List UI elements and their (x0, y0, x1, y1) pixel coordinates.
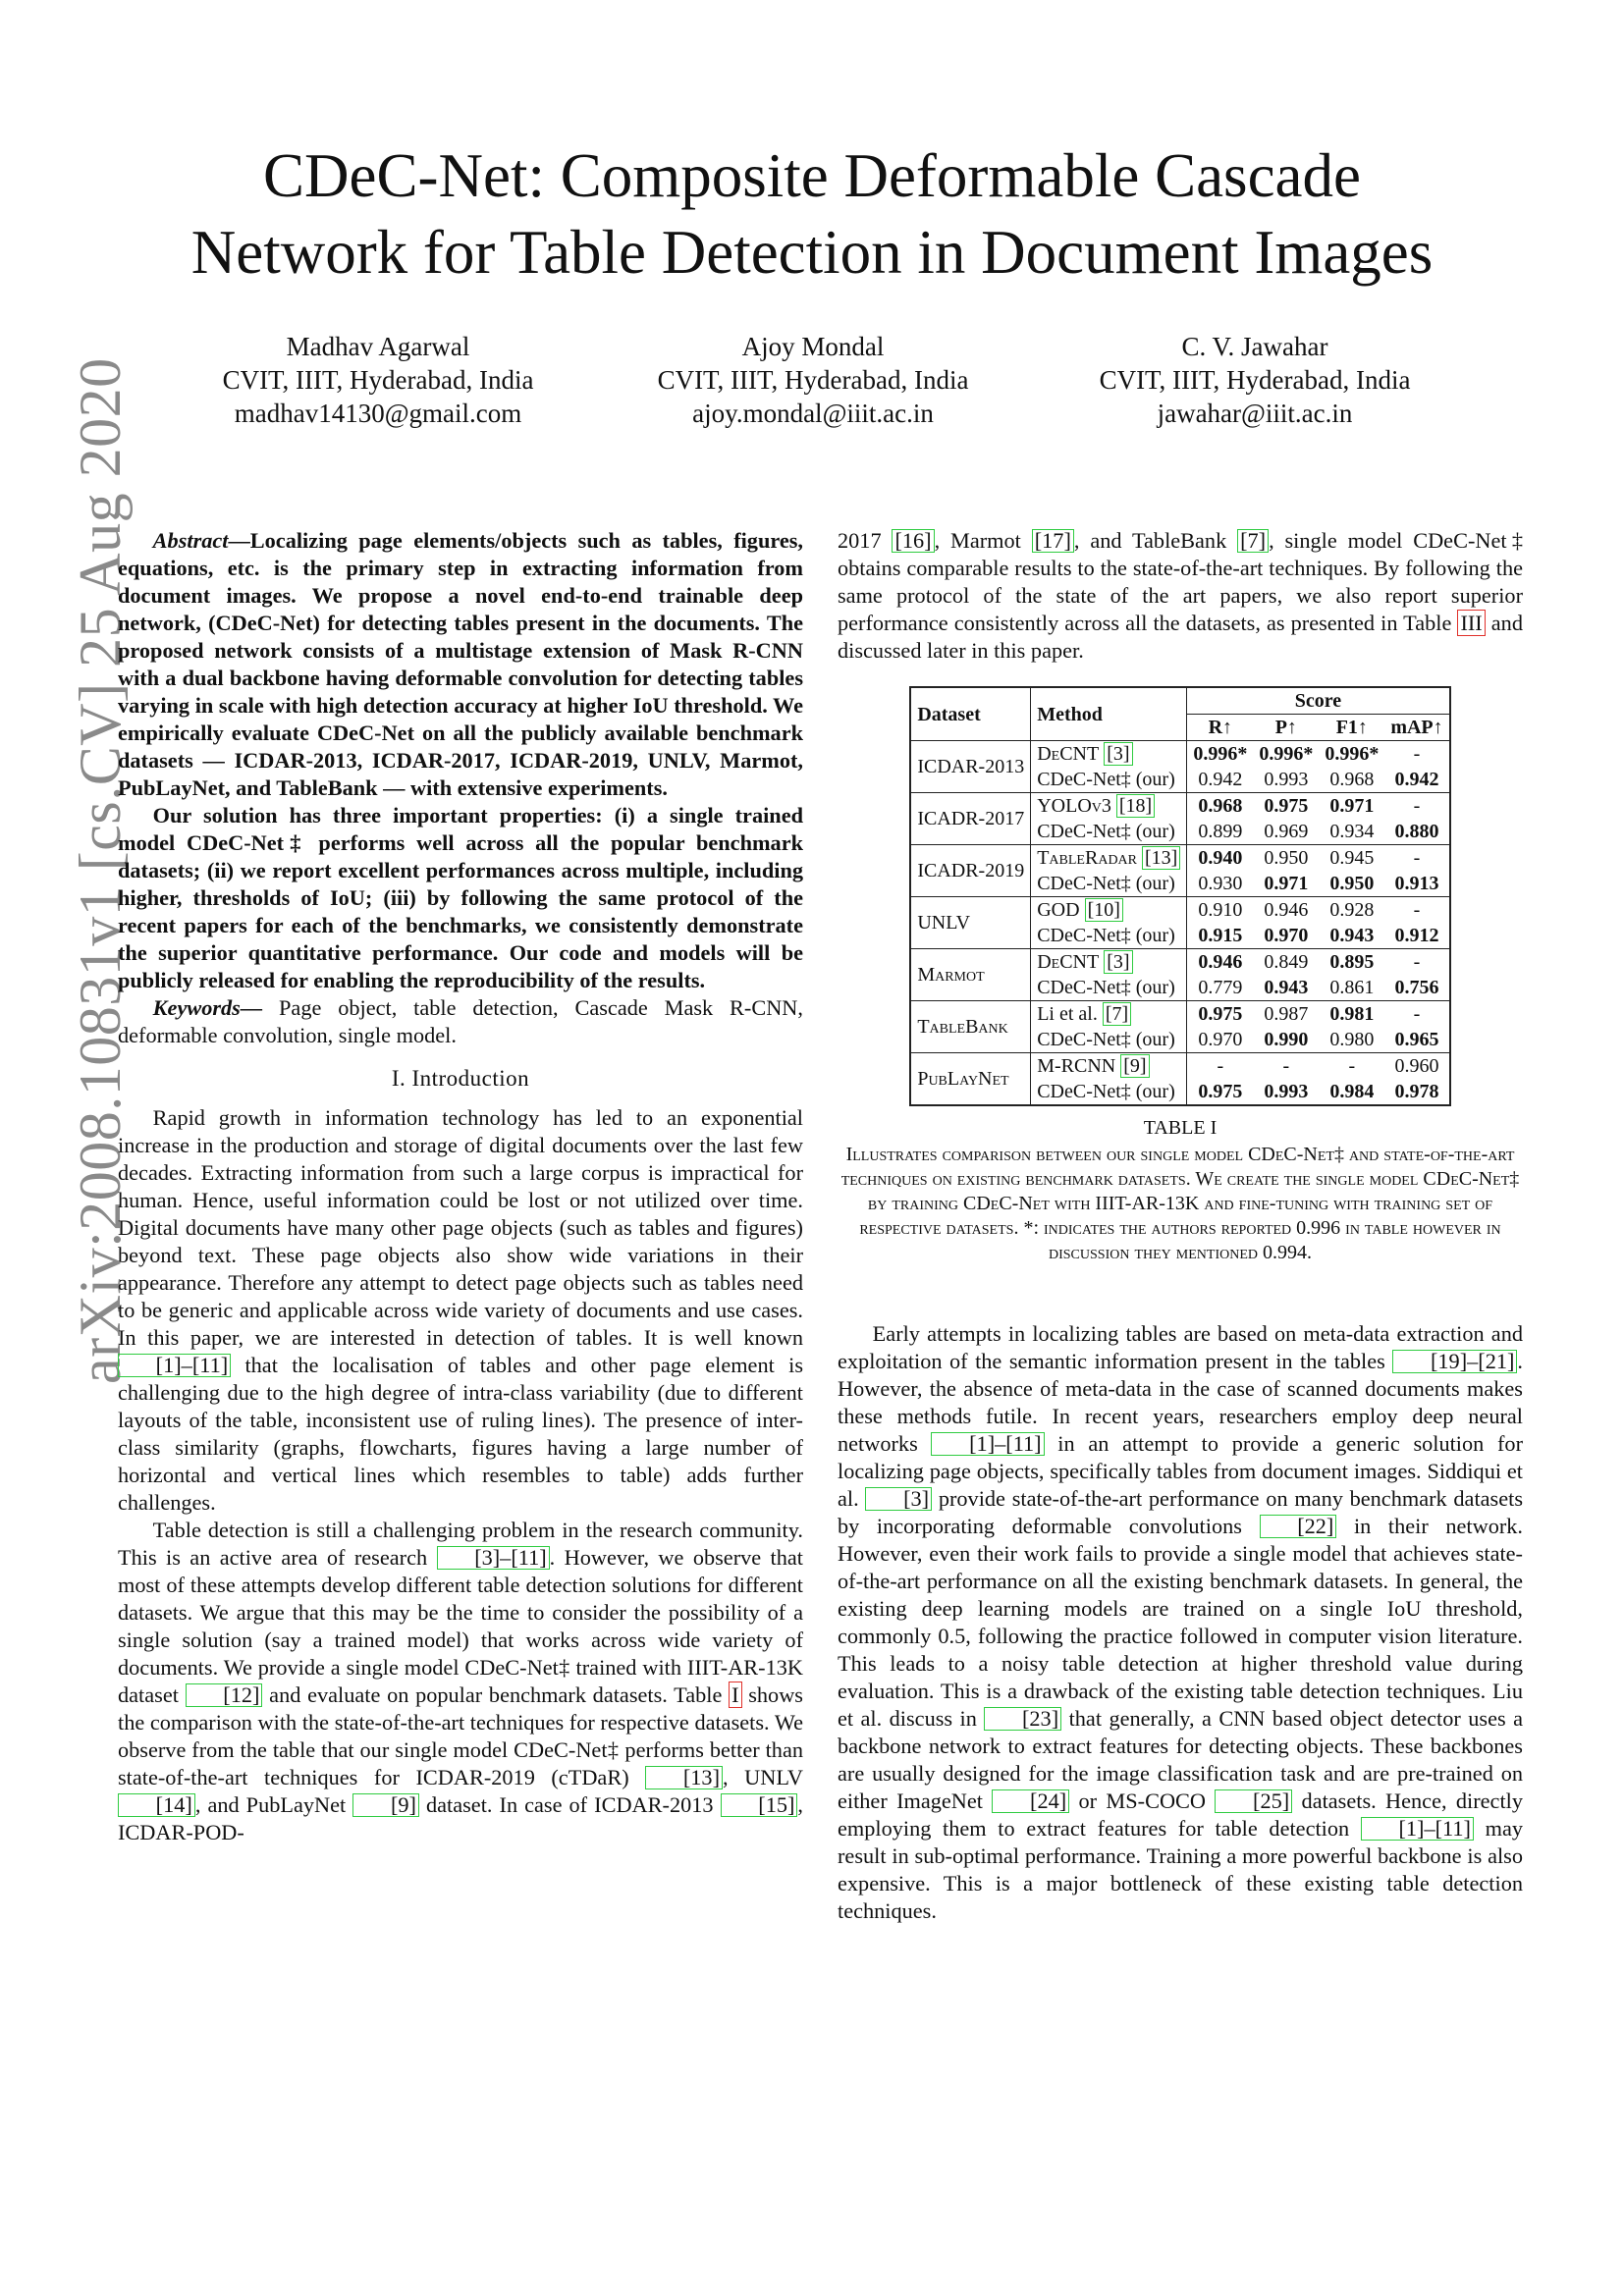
cell-method (1031, 741, 1187, 768)
author-2 (607, 330, 1019, 430)
cell-map: 0.880 (1384, 819, 1449, 845)
table-row (910, 897, 1449, 924)
cell-map: - (1384, 845, 1449, 872)
keywords (118, 994, 803, 1049)
cell-map: 0.913 (1384, 871, 1449, 897)
citation-link[interactable]: [18] (1116, 794, 1155, 818)
body-text: in an attempt to provide a generic solution for localizing page objects, specifically tables from document images. Siddiqui et al. (838, 1431, 1523, 1511)
cell-map: 0.960 (1384, 1053, 1449, 1080)
cell-map: 0.912 (1384, 923, 1449, 949)
citation-link[interactable]: [1]–[11] (931, 1432, 1044, 1456)
cell-p: 0.943 (1253, 975, 1319, 1001)
table-row (910, 949, 1449, 976)
cell-p: 0.950 (1264, 847, 1309, 869)
cell-p: 0.993 (1253, 767, 1319, 793)
cell-p: 0.993 (1253, 1079, 1319, 1105)
cell-r: 0.899 (1187, 819, 1254, 845)
author-email: jawahar@iiit.ac.in (1157, 399, 1353, 428)
abstract-lead: Abstract (152, 528, 229, 553)
table-header-map: mAP↑ (1384, 715, 1449, 741)
body-text: or MS-COCO (1069, 1789, 1216, 1813)
cell-r: 0.968 (1187, 793, 1254, 820)
citation-link[interactable]: [12] (186, 1683, 263, 1707)
citation-link[interactable]: [17] (1032, 529, 1074, 553)
table-header-r: R↑ (1187, 715, 1254, 741)
table-row (910, 845, 1449, 872)
cell-method: CDeC-Net‡ (our) (1031, 767, 1187, 793)
body-text: and discussed later in this paper. (838, 611, 1523, 663)
cell-f1: 0.928 (1329, 899, 1375, 921)
cell-f1: 0.950 (1319, 871, 1384, 897)
cell-map: 0.756 (1384, 975, 1449, 1001)
body-text: in their network. However, even their work fails to provide a single model that achieves state-of-the-art performance on all the existing benchmark datasets. In general, the existing deep learning models are trained on a single IoU threshold, commonly 0.5, following the practice followed in computer vision literature. This leads to a noisy table detection at higher threshold value during evaluation. This is a drawback of the existing table detection techniques. Liu et al. discuss in (838, 1514, 1523, 1731)
abstract-text-1: —Localizing page elements/objects such as tables, figures, equations, etc. is the primary step in extracting information from document images. We propose a novel end-to-end trainable deep network, (CDeC-Net) for detecting tables present in the documents. The proposed network consists of a multistage extension of Mask R-CNN with a dual backbone having deformable convolution for detecting tables varying in scale with high detection accuracy at higher IoU threshold. We empirically evaluate CDeC-Net on all the publicly available benchmark datasets — ICDAR-2013, ICDAR-2017, ICDAR-2019, UNLV, Marmot, PubLayNet, and TableBank — with extensive experiments. (118, 528, 803, 800)
results-table (909, 686, 1450, 1106)
cell-r: 0.942 (1187, 767, 1254, 793)
author-name: Madhav Agarwal (286, 332, 470, 361)
cell-f1: 0.895 (1329, 951, 1375, 973)
author-affiliation: CVIT, IIIT, Hyderabad, India (222, 365, 534, 395)
cell-f1: 0.981 (1329, 1003, 1375, 1025)
cell-r: 0.970 (1187, 1027, 1254, 1053)
abstract-paragraph-2 (118, 802, 803, 994)
table-link[interactable]: I (729, 1682, 741, 1708)
body-text: that generally, a CNN based object detector uses a backbone network to extract features for detecting objects. These backbones are usually designed for the image classification task and are pre-trained on either ImageNet (838, 1706, 1523, 1813)
method-name: TableRadar (1037, 847, 1137, 869)
cell-f1: 0.861 (1319, 975, 1384, 1001)
cell-r: 0.940 (1187, 845, 1254, 872)
citation-link[interactable]: [1]–[11] (118, 1354, 231, 1377)
citation-link[interactable]: [19]–[21] (1392, 1350, 1517, 1373)
cell-method (1031, 1001, 1187, 1028)
cell-r: 0.996* (1187, 741, 1254, 768)
cell-map: - (1384, 741, 1449, 768)
cell-p: 0.849 (1264, 951, 1309, 973)
citation-link[interactable]: [1]–[11] (1361, 1817, 1474, 1841)
cell-f1: 0.984 (1319, 1079, 1384, 1105)
cell-method (1031, 1053, 1187, 1080)
intro-text: and evaluate on popular benchmark datasets. Table (262, 1682, 730, 1707)
method-name: DeCNT (1037, 743, 1100, 765)
intro-text: Rapid growth in information technology has led to an exponential increase in the production and storage of digital documents over the last few decades. Extracting information from such a large corpus is impractical for human. Hence, useful information could be lost or not utilized over time. Digital documents have many other page objects (such as tables and figures) beyond text. These page objects also show wide variations in their appearance. Therefore any attempt to detect page objects such as tables need to be generic and applicable across wide variety of documents and use cases. In this paper, we are interested in detection of tables. It is well known (118, 1105, 803, 1350)
intro-text: shows the comparison with the state-of-the-art techniques for respective datasets. We observe from the table that our single model CDeC-Net‡ performs better than state-of-the-art techniques for ICDAR-2019 (cTDaR) (118, 1682, 803, 1789)
cell-dataset: UNLV (910, 897, 1030, 949)
intro-text: dataset. In case of ICDAR-2013 (418, 1792, 721, 1817)
body-text: datasets. Hence, directly employing them to extract features for table detection (838, 1789, 1523, 1841)
title-line-2: Network for Table Detection in Document Images (190, 218, 1434, 287)
citation-link[interactable]: [9] (1120, 1054, 1149, 1078)
cell-r: 0.930 (1187, 871, 1254, 897)
intro-text: that the localisation of tables and other page element is challenging due to the high degree of intra-class variability (due to different layouts of the table, inconsistent use of ruling lines). The presence of inter-class similarity (graphs, flowcharts, figures having a large number of horizontal and vertical lines which resembles to table) adds further challenges. (118, 1353, 803, 1515)
author-3 (1049, 330, 1461, 430)
cell-r: 0.915 (1187, 923, 1254, 949)
author-email: ajoy.mondal@iiit.ac.in (692, 399, 934, 428)
body-text: , Marmot (934, 528, 1032, 553)
cell-r: 0.910 (1187, 897, 1254, 924)
method-name: M-RCNN (1037, 1055, 1116, 1077)
cell-method: CDeC-Net‡ (our) (1031, 1027, 1187, 1053)
keywords-lead: Keywords— (152, 995, 263, 1020)
citation-link[interactable]: [9] (352, 1793, 419, 1817)
table-header-method: Method (1031, 687, 1187, 741)
paper-title (0, 137, 1624, 291)
table-header-f1: F1↑ (1319, 715, 1384, 741)
citation-link[interactable]: [16] (892, 529, 934, 553)
table-row (910, 741, 1449, 768)
cell-r: 0.946 (1187, 949, 1254, 976)
citation-link[interactable]: [25] (1215, 1789, 1292, 1813)
citation-link[interactable]: [22] (1260, 1515, 1337, 1538)
body-text: provide state-of-the-art performance on many benchmark datasets by incorporating deformable convolutions (838, 1486, 1523, 1538)
intro-text: . However, we observe that most of these attempts develop different table detection solutions for different datasets. We argue that this may be the time to consider the possibility of a single solution (say a trained model) that works across wide variety of documents. We provide a single model CDeC-Net‡ trained with IIIT-AR-13K dataset (118, 1545, 803, 1707)
intro-text: , UNLV (723, 1765, 803, 1789)
section-heading-introduction: I. Introduction (391, 1066, 530, 1091)
citation-link[interactable]: [7] (1103, 1002, 1131, 1026)
citation-link[interactable]: [23] (984, 1707, 1061, 1731)
body-text: , and TableBank (1073, 528, 1238, 553)
citation-link[interactable]: [3] (865, 1487, 932, 1511)
cell-r: 0.779 (1187, 975, 1254, 1001)
cell-dataset: TableBank (910, 1001, 1030, 1053)
right-paragraph-continued (838, 527, 1523, 665)
intro-paragraph-1 (118, 1104, 803, 1517)
citation-link[interactable]: [3]–[11] (437, 1546, 550, 1570)
cell-method: CDeC-Net‡ (our) (1031, 975, 1187, 1001)
citation-link[interactable]: [3] (1104, 742, 1132, 766)
citation-link[interactable]: [7] (1237, 529, 1269, 553)
table-caption-label: TABLE I (1143, 1117, 1218, 1139)
method-name: Li et al. (1037, 1003, 1098, 1025)
cell-f1: 0.934 (1319, 819, 1384, 845)
cell-p: 0.971 (1253, 871, 1319, 897)
cell-method: CDeC-Net‡ (our) (1031, 871, 1187, 897)
author-1 (172, 330, 584, 430)
cell-r: 0.975 (1187, 1001, 1254, 1028)
cell-r: - (1187, 1053, 1254, 1080)
table-header-dataset: Dataset (910, 687, 1030, 741)
method-name: GOD (1037, 899, 1080, 921)
intro-text: Table detection is still a challenging problem in the research community. This is an active area of research (118, 1518, 803, 1570)
cell-method (1031, 845, 1187, 872)
table-row (910, 1001, 1449, 1028)
body-text: 2017 (838, 528, 893, 553)
keywords-text: Page object, table detection, Cascade Mask R-CNN, deformable convolution, single model. (118, 995, 803, 1047)
arxiv-stamp: arXiv:2008.10831v1 [cs.CV] 25 Aug 2020 (68, 357, 133, 1384)
cell-f1: - (1348, 1055, 1356, 1077)
cell-method (1031, 897, 1187, 924)
cell-map: - (1384, 949, 1449, 976)
left-column (118, 527, 803, 1846)
cell-dataset: PubLayNet (910, 1053, 1030, 1106)
cell-method: CDeC-Net‡ (our) (1031, 819, 1187, 845)
method-name: DeCNT (1037, 951, 1100, 973)
cell-p: 0.969 (1253, 819, 1319, 845)
author-email: madhav14130@gmail.com (234, 399, 522, 428)
citation-link[interactable]: [15] (721, 1793, 798, 1817)
intro-paragraph-2 (118, 1517, 803, 1846)
abstract-text-2: Our solution has three important properties: (i) a single trained model CDeC-Net‡ performs well across all the popular benchmark datasets; (ii) we report excellent performances across multiple, including higher, thresholds of IoU; (iii) by following the same protocol of the recent papers for each of the benchmarks, we consistently demonstrate the superior quantitative performance. Our code and models will be publicly released for enabling the reproducibility of the results. (118, 803, 803, 992)
cell-method (1031, 793, 1187, 820)
cell-f1: 0.971 (1329, 795, 1375, 817)
body-text: Early attempts in localizing tables are based on meta-data extraction and exploitation of the semantic information present in the tables (838, 1321, 1523, 1373)
intro-text: , ICDAR-POD- (118, 1792, 803, 1844)
author-affiliation: CVIT, IIIT, Hyderabad, India (657, 365, 969, 395)
table-caption (838, 1116, 1523, 1265)
cell-p: 0.975 (1264, 795, 1309, 817)
cell-method (1031, 949, 1187, 976)
cell-p: 0.970 (1253, 923, 1319, 949)
author-name: C. V. Jawahar (1181, 332, 1328, 361)
table-header-score: Score (1187, 687, 1450, 715)
citation-link[interactable]: [14] (118, 1793, 195, 1817)
title-line-1: CDeC-Net: Composite Deformable Cascade (263, 141, 1361, 210)
citation-link[interactable]: [3] (1104, 950, 1132, 974)
table-row (910, 793, 1449, 820)
cell-dataset: ICADR-2019 (910, 845, 1030, 897)
body-text: , single model CDeC-Net‡ obtains comparable results to the state-of-the-art techniques. By following the same protocol of the state of the art papers, we also report superior performance consistently across all the datasets, as presented in Table (838, 528, 1523, 635)
cell-f1: 0.943 (1319, 923, 1384, 949)
body-text: may result in sub-optimal performance. Training a more powerful backbone is also expensive. This is a major bottleneck of these existing table detection techniques. (838, 1816, 1523, 1923)
cell-dataset: ICDAR-2013 (910, 741, 1030, 793)
table-link[interactable]: III (1457, 610, 1485, 636)
cell-method: CDeC-Net‡ (our) (1031, 1079, 1187, 1105)
cell-dataset: Marmot (910, 949, 1030, 1001)
table-header-p: P↑ (1253, 715, 1319, 741)
cell-map: - (1384, 793, 1449, 820)
cell-p: 0.987 (1264, 1003, 1309, 1025)
author-name: Ajoy Mondal (741, 332, 885, 361)
cell-f1: 0.980 (1319, 1027, 1384, 1053)
cell-method: CDeC-Net‡ (our) (1031, 923, 1187, 949)
table-caption-text: Illustrates comparison between our single model CDeC-Net‡ and state-of-the-art techniques on existing benchmark datasets. We create the single model CDeC-Net‡ by training CDeC-Net with IIIT-AR-13K and fine-tuning with training set of respective datasets. *: indicates the authors reported 0.996 in table however in discussion they mentioned 0.994. (840, 1144, 1520, 1263)
cell-map: - (1384, 1001, 1449, 1028)
cell-map: 0.942 (1384, 767, 1449, 793)
abstract-paragraph-1 (118, 527, 803, 802)
table-row (910, 1053, 1449, 1080)
cell-f1: 0.996* (1325, 743, 1380, 765)
right-column (838, 527, 1523, 1925)
cell-f1: 0.945 (1329, 847, 1375, 869)
right-paragraph-1 (838, 1320, 1523, 1925)
citation-link[interactable]: [13] (1142, 846, 1180, 870)
cell-map: 0.978 (1384, 1079, 1449, 1105)
citation-link[interactable]: [10] (1085, 898, 1123, 922)
cell-map: - (1384, 897, 1449, 924)
intro-text: , and PubLayNet (194, 1792, 353, 1817)
citation-link[interactable]: [13] (645, 1766, 723, 1789)
citation-link[interactable]: [24] (992, 1789, 1069, 1813)
cell-r: 0.975 (1187, 1079, 1254, 1105)
cell-p: 0.996* (1259, 743, 1314, 765)
method-name: YOLOv3 (1037, 795, 1111, 817)
body-text: . However, the absence of meta-data in the case of scanned documents makes these methods futile. In recent years, researchers employ deep neural networks (838, 1349, 1523, 1456)
cell-p: - (1282, 1055, 1290, 1077)
cell-p: 0.990 (1253, 1027, 1319, 1053)
cell-dataset: ICADR-2017 (910, 793, 1030, 845)
cell-p: 0.946 (1264, 899, 1309, 921)
author-affiliation: CVIT, IIIT, Hyderabad, India (1099, 365, 1411, 395)
cell-map: 0.965 (1384, 1027, 1449, 1053)
cell-f1: 0.968 (1319, 767, 1384, 793)
